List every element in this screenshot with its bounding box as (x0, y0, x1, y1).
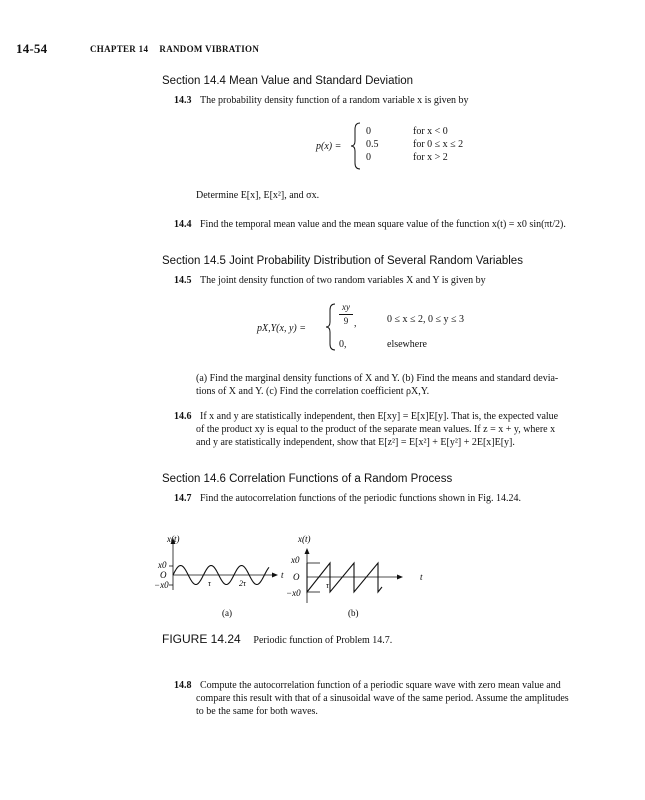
figure-a (154, 534, 284, 618)
case-value: 0 (366, 126, 371, 137)
case-condition: for 0 ≤ x ≤ 2 (413, 139, 464, 150)
case-value: 0 (366, 152, 371, 163)
equation-lhs: p(x) = (316, 141, 342, 152)
two-tau-label: 2τ (239, 579, 246, 588)
fraction-denominator: 9 (343, 316, 349, 326)
case-value: 0.5 (366, 139, 379, 150)
fraction (339, 302, 353, 327)
case-condition: 0 ≤ x ≤ 2, 0 ≤ y ≤ 3 (387, 314, 464, 325)
problem-number: 14.8 (174, 680, 192, 691)
t-axis-label: t (281, 570, 284, 580)
figure-b (286, 534, 423, 618)
problem-14-7 (174, 492, 521, 505)
problem-parts (196, 372, 558, 398)
case-conditions (413, 125, 463, 164)
determine-text: Determine E[x], E[x²], and σx. (196, 190, 320, 201)
problem-text: The joint density function of two random variables X and Y is given by (200, 275, 486, 286)
case-condition: elsewhere (387, 339, 427, 350)
problem-number: 14.5 (174, 275, 192, 286)
origin-label: O (293, 572, 300, 582)
tau-label: τ (208, 579, 211, 588)
x-axis-arrow (272, 573, 278, 578)
figure-label: FIGURE 14.24 (162, 632, 241, 646)
origin-label: O (160, 570, 167, 580)
case-condition: for x < 0 (413, 126, 448, 137)
running-header (90, 44, 259, 54)
tau-label: τ (326, 581, 329, 590)
neg-amplitude-label: −x0 (154, 580, 169, 590)
problem-14-8 (174, 679, 561, 692)
y-axis-arrow (305, 548, 310, 554)
left-brace (350, 122, 362, 170)
sawtooth-wave (307, 563, 382, 592)
x-axis-arrow (397, 575, 403, 580)
chapter-title: RANDOM VIBRATION (159, 44, 260, 54)
text-line: (a) Find the marginal density functions of X and Y. (b) Find the means and standard devia- (196, 373, 559, 384)
subfigure-label: (a) (222, 608, 232, 618)
text-line: tions of X and Y. (c) Find the correlation coefficient ρX,Y. (196, 386, 430, 397)
text-line: compare this result with that of a sinusoidal wave of the same period. Assume the amplitudes (196, 693, 569, 704)
text-line: of the product xy is equal to the product of the separate mean values. If z = x + y, where x (196, 424, 556, 435)
problem-14-5 (174, 274, 486, 287)
case-value: 0, (339, 339, 347, 350)
page-number: 14-54 (16, 41, 48, 56)
neg-amplitude-label: −x0 (286, 588, 301, 598)
text-line: and y are statistically independent, show that E[z²] = E[x²] + E[y²] + 2E[x]E[y]. (196, 437, 515, 448)
problem-14-4 (174, 218, 566, 231)
amplitude-label: x0 (291, 555, 300, 565)
chapter-label: CHAPTER 14 (90, 44, 149, 54)
equation-lhs: pX,Y(x, y) = (257, 323, 306, 334)
y-axis-label: x(t) (167, 534, 180, 544)
problem-number: 14.7 (174, 493, 192, 504)
problem-14-6 (174, 410, 558, 423)
case-values (366, 125, 379, 164)
subfigure-label: (b) (348, 608, 359, 618)
section-title: Section 14.4 Mean Value and Standard Deviation (162, 75, 414, 87)
text-line: to be the same for both waves. (196, 706, 318, 717)
figure-caption-text: Periodic function of Problem 14.7. (253, 635, 393, 646)
text-line: Compute the autocorrelation function of a periodic square wave with zero mean value and (200, 680, 561, 691)
problem-text: The probability density function of a random variable x is given by (200, 95, 469, 106)
problem-text: Find the temporal mean value and the mean square value of the function x(t) = x0 sin(πt/2). (200, 219, 566, 230)
y-axis-label: x(t) (298, 534, 311, 544)
problem-number: 14.4 (174, 219, 192, 230)
text-line: If x and y are statistically independent, then E[xy] = E[x]E[y]. That is, the expected value (200, 411, 559, 422)
problem-text: Find the autocorrelation functions of the periodic functions shown in Fig. 14.24. (200, 493, 522, 504)
case-condition: for x > 2 (413, 152, 448, 163)
amplitude-label: x0 (158, 560, 167, 570)
t-axis-label: t (420, 572, 423, 582)
problem-14-3 (174, 94, 469, 107)
figure-caption (162, 632, 392, 646)
left-brace (325, 303, 337, 351)
section-title: Section 14.6 Correlation Functions of a Random Process (162, 473, 453, 485)
problem-number: 14.6 (174, 411, 192, 422)
section-title: Section 14.5 Joint Probability Distribution of Several Random Variables (162, 255, 523, 267)
fraction-comma: , (354, 318, 357, 329)
figure-14-24 (150, 528, 450, 628)
problem-number: 14.3 (174, 95, 192, 106)
fraction-numerator: xy (342, 302, 350, 312)
